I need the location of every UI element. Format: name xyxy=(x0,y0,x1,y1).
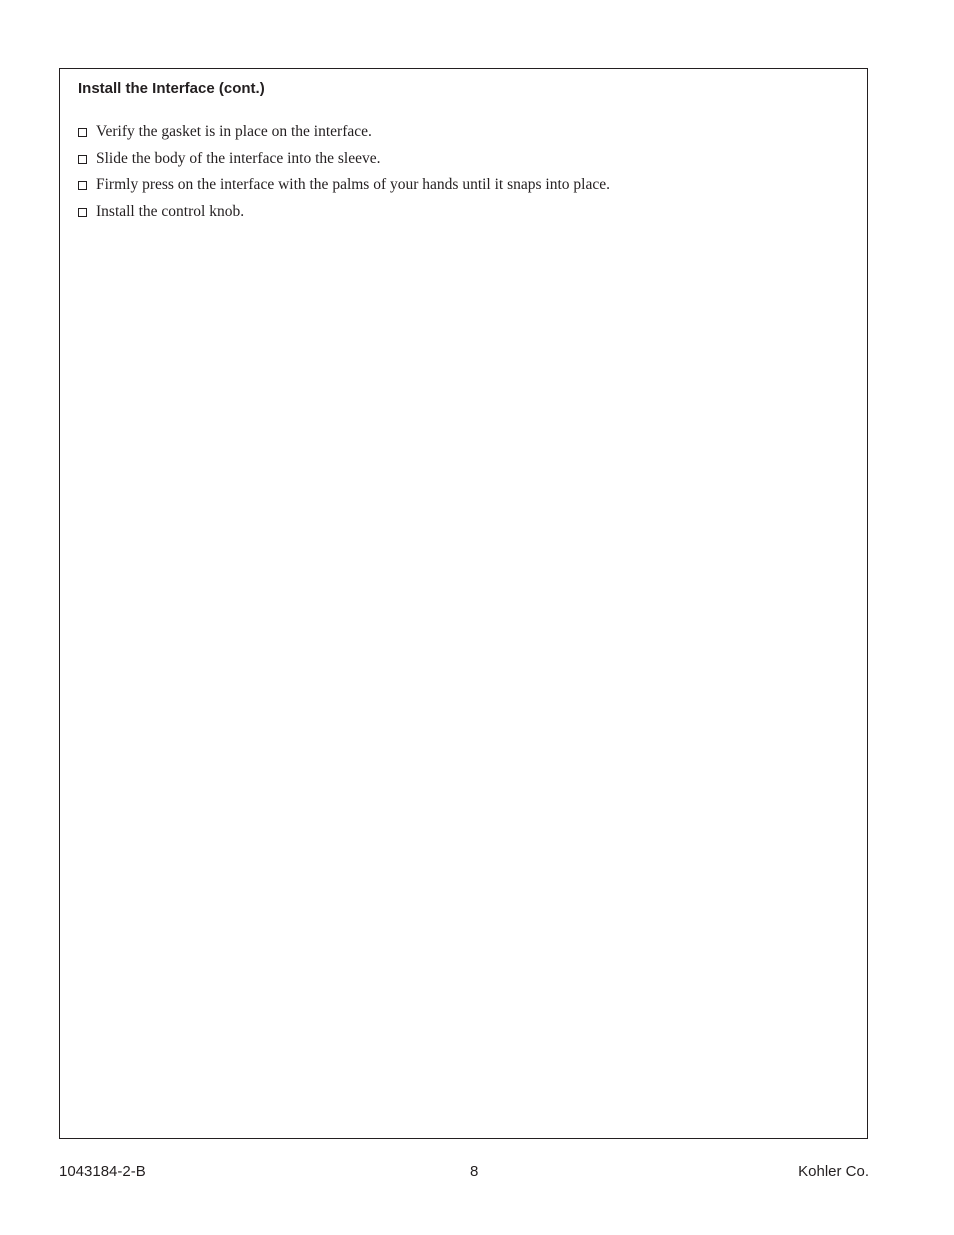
checkbox-icon xyxy=(78,208,87,217)
company-name: Kohler Co. xyxy=(798,1163,869,1180)
step-item xyxy=(78,202,610,229)
checkbox-icon xyxy=(78,128,87,137)
page-number: 8 xyxy=(470,1163,479,1180)
instruction-panel xyxy=(59,68,868,1139)
step-text: Install the control knob. xyxy=(96,202,245,220)
checkbox-icon xyxy=(78,181,87,190)
step-text: Slide the body of the interface into the sleeve. xyxy=(96,149,381,167)
step-item xyxy=(78,149,610,176)
section-heading: Install the Interface (cont.) xyxy=(78,80,265,97)
document-number: 1043184-2-B xyxy=(59,1163,146,1180)
checkbox-icon xyxy=(78,155,87,164)
step-text: Verify the gasket is in place on the interface. xyxy=(96,123,372,140)
step-item xyxy=(78,175,610,202)
step-list xyxy=(78,122,610,228)
page-footer xyxy=(59,1162,869,1182)
step-text: Firmly press on the interface with the palms of your hands until it snaps into place. xyxy=(96,176,610,193)
step-item xyxy=(78,122,610,149)
